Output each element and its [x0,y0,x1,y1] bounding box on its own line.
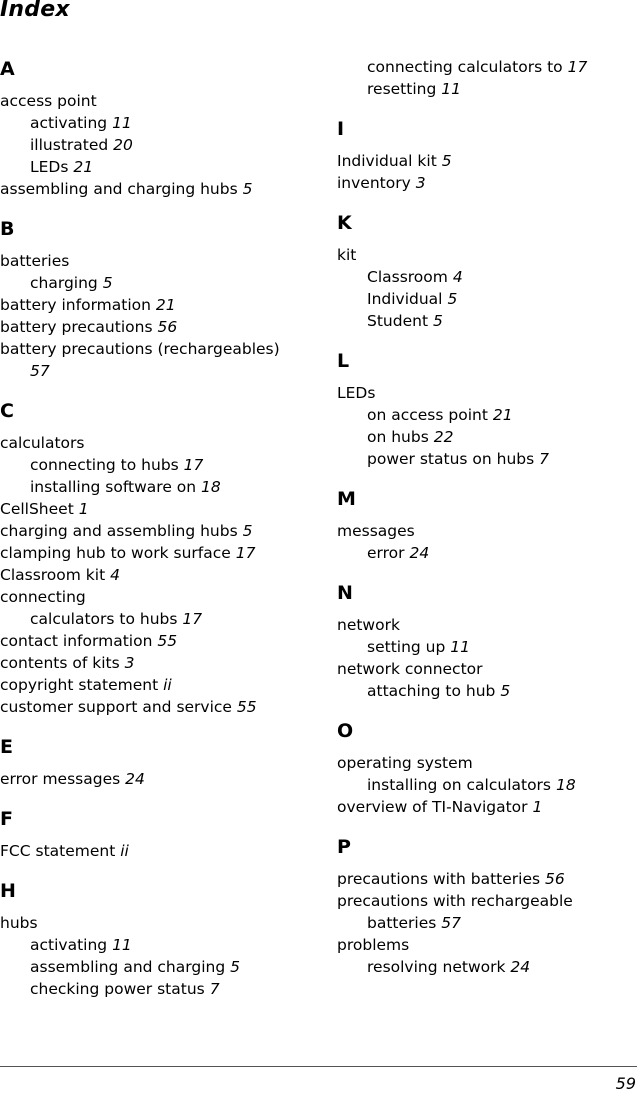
section-letter: H [0,880,16,902]
entry-text: connecting to hubs [30,456,179,474]
entry-text: access point [0,92,97,110]
entry-text: activating [30,936,108,954]
page-reference: 5 [432,312,443,330]
page-reference: 11 [112,114,132,132]
page-reference: 21 [155,296,176,314]
page-reference: 17 [183,456,204,474]
section-letter: C [0,400,14,422]
index-subentry [337,912,637,934]
entry-text: FCC statement [0,842,116,860]
index-subentry [337,636,637,658]
index-entry [0,498,310,520]
entry-text: charging [30,274,98,292]
section-letter: B [0,218,15,240]
index-entry [0,768,310,790]
section-letter: E [0,736,13,758]
entry-text: charging and assembling hubs [0,522,238,540]
entry-text: Classroom kit [0,566,106,584]
index-entry [0,696,310,718]
index-subentry [337,680,637,702]
entry-text: LEDs [30,158,69,176]
entry-text: batteries [0,252,70,270]
index-entry [337,752,637,774]
entry-text: overview of TI-Navigator [337,798,528,816]
entry-text: inventory [337,174,411,192]
section-letter: K [337,212,352,234]
footer-rule [0,1066,637,1067]
index-section [0,806,310,862]
entry-text: checking power status [30,980,205,998]
page-reference: 24 [409,544,430,562]
index-entry [0,586,310,608]
entry-text: problems [337,936,410,954]
index-entry [337,868,637,890]
index-entry [337,934,637,956]
index-subentry [0,454,310,476]
entry-text: connecting calculators to [367,58,563,76]
page-reference: ii [163,676,172,694]
index-section [337,348,637,470]
entry-text: installing software on [30,478,197,496]
page-reference: 5 [230,958,240,976]
index-section [337,718,637,818]
index-section [337,116,637,194]
index-subentry [0,934,310,956]
entry-text: LEDs [337,384,376,402]
index-section [337,210,637,332]
section-letter: I [337,118,345,140]
entry-text: illustrated [30,136,109,154]
index-entry [0,674,310,696]
index-entry [0,338,310,360]
index-column-left [0,56,310,1016]
index-subentry [337,774,637,796]
entry-text: calculators [0,434,85,452]
index-section [0,216,310,382]
page-reference: 11 [450,638,470,656]
page-reference: 3 [415,174,426,192]
section-letter: N [337,582,353,604]
index-section [0,734,310,790]
page-reference: 11 [441,80,461,98]
index-entry [0,564,310,586]
entry-text: kit [337,246,357,264]
entry-text: network [337,616,400,634]
index-entry [337,796,637,818]
page-reference: 5 [102,274,113,292]
index-subentry [337,404,637,426]
index-section [337,486,637,564]
index-section [0,56,310,200]
page-reference: 5 [242,522,253,540]
index-section [0,878,310,1000]
entry-text: Classroom [367,268,448,286]
index-subentry [0,978,310,1000]
section-letter: A [0,58,15,80]
entry-text: installing on calculators [367,776,552,794]
page-reference: 24 [125,770,145,788]
index-entry [337,890,637,912]
entry-text: setting up [367,638,446,656]
index-entry [0,90,310,112]
page-reference: 7 [539,450,549,468]
page-reference: 5 [500,682,511,700]
index-entry [0,432,310,454]
index-entry [337,382,637,404]
page-reference: 11 [112,936,132,954]
index-entry [0,630,310,652]
entry-text: batteries [367,914,437,932]
index-subentry [337,266,637,288]
index-section [337,56,637,100]
page-reference: 17 [567,58,588,76]
entry-text: error messages [0,770,121,788]
index-entry [337,614,637,636]
index-subentry [337,56,637,78]
entry-text: assembling and charging hubs [0,180,238,198]
index-entry [0,250,310,272]
index-section [337,834,637,978]
page-reference: 7 [209,980,220,998]
index-subentry [337,288,637,310]
page-reference: 24 [510,958,531,976]
index-subentry [0,360,310,382]
index-entry [0,652,310,674]
entry-text: Individual [367,290,443,308]
index-subentry [0,476,310,498]
page-reference: 17 [182,610,203,628]
index-subentry [0,134,310,156]
entry-text: calculators to hubs [30,610,178,628]
page-reference: 1 [532,798,543,816]
entry-text: attaching to hub [367,682,496,700]
index-subentry [0,156,310,178]
page-reference: 56 [545,870,565,888]
section-letter: O [337,720,354,742]
index-entry [0,520,310,542]
entry-text: copyright statement [0,676,159,694]
entry-text: battery precautions (rechargeables) [0,340,280,358]
index-subentry [337,426,637,448]
entry-text: resolving network [367,958,506,976]
index-entry [0,316,310,338]
section-letter: P [337,836,351,858]
page-reference: 4 [110,566,120,584]
page-reference: 5 [441,152,452,170]
entry-text: customer support and service [0,698,232,716]
entry-text: hubs [0,914,38,932]
entry-text: contact information [0,632,153,650]
index-entry [0,294,310,316]
section-letter: M [337,488,356,510]
index-entry [0,542,310,564]
page-reference: 56 [157,318,178,336]
index-entry [337,150,637,172]
index-entry [0,840,310,862]
index-entry [337,658,637,680]
entry-text: Individual kit [337,152,437,170]
entry-text: error [367,544,405,562]
page-reference: 55 [157,632,178,650]
page-reference: 3 [124,654,135,672]
index-section [0,398,310,718]
index-subentry [0,272,310,294]
index-subentry [0,956,310,978]
index-entry [337,172,637,194]
index-entry [337,520,637,542]
entry-text: CellSheet [0,500,74,518]
index-subentry [0,112,310,134]
index-subentry [337,78,637,100]
index-entry [0,912,310,934]
page-reference: 21 [492,406,513,424]
entry-text: battery precautions [0,318,153,336]
index-subentry [0,608,310,630]
index-entry [337,244,637,266]
page-number: 59 [615,1074,636,1093]
entry-text: clamping hub to work surface [0,544,231,562]
entry-text: power status on hubs [367,450,535,468]
page-reference: 21 [73,158,94,176]
page-reference: 5 [447,290,458,308]
entry-text: Student [367,312,429,330]
page-reference: 4 [452,268,463,286]
entry-text: precautions with rechargeable [337,892,573,910]
index-subentry [337,448,637,470]
entry-text: on access point [367,406,488,424]
entry-text: precautions with batteries [337,870,541,888]
page-reference: 1 [78,500,89,518]
index-subentry [337,310,637,332]
page-reference: 55 [236,698,257,716]
entry-text: connecting [0,588,86,606]
entry-text: battery information [0,296,151,314]
section-letter: F [0,808,13,830]
page-reference: 57 [441,914,461,932]
page-reference: 17 [235,544,256,562]
page-reference: 20 [113,136,133,154]
page-reference: 5 [242,180,253,198]
index-subentry [337,956,637,978]
index-section [337,580,637,702]
entry-text: contents of kits [0,654,120,672]
page-reference: 57 [30,362,50,380]
index-subentry [337,542,637,564]
index-column-right [337,56,637,994]
entry-text: network connector [337,660,483,678]
entry-text: resetting [367,80,437,98]
entry-text: on hubs [367,428,429,446]
entry-text: assembling and charging [30,958,226,976]
page-reference: 22 [433,428,454,446]
entry-text: operating system [337,754,473,772]
page-reference: 18 [555,776,576,794]
section-letter: L [337,350,350,372]
page-title: Index [0,0,70,22]
entry-text: activating [30,114,108,132]
entry-text: messages [337,522,415,540]
index-entry [0,178,310,200]
page-reference: 18 [201,478,221,496]
page-reference: ii [120,842,129,860]
